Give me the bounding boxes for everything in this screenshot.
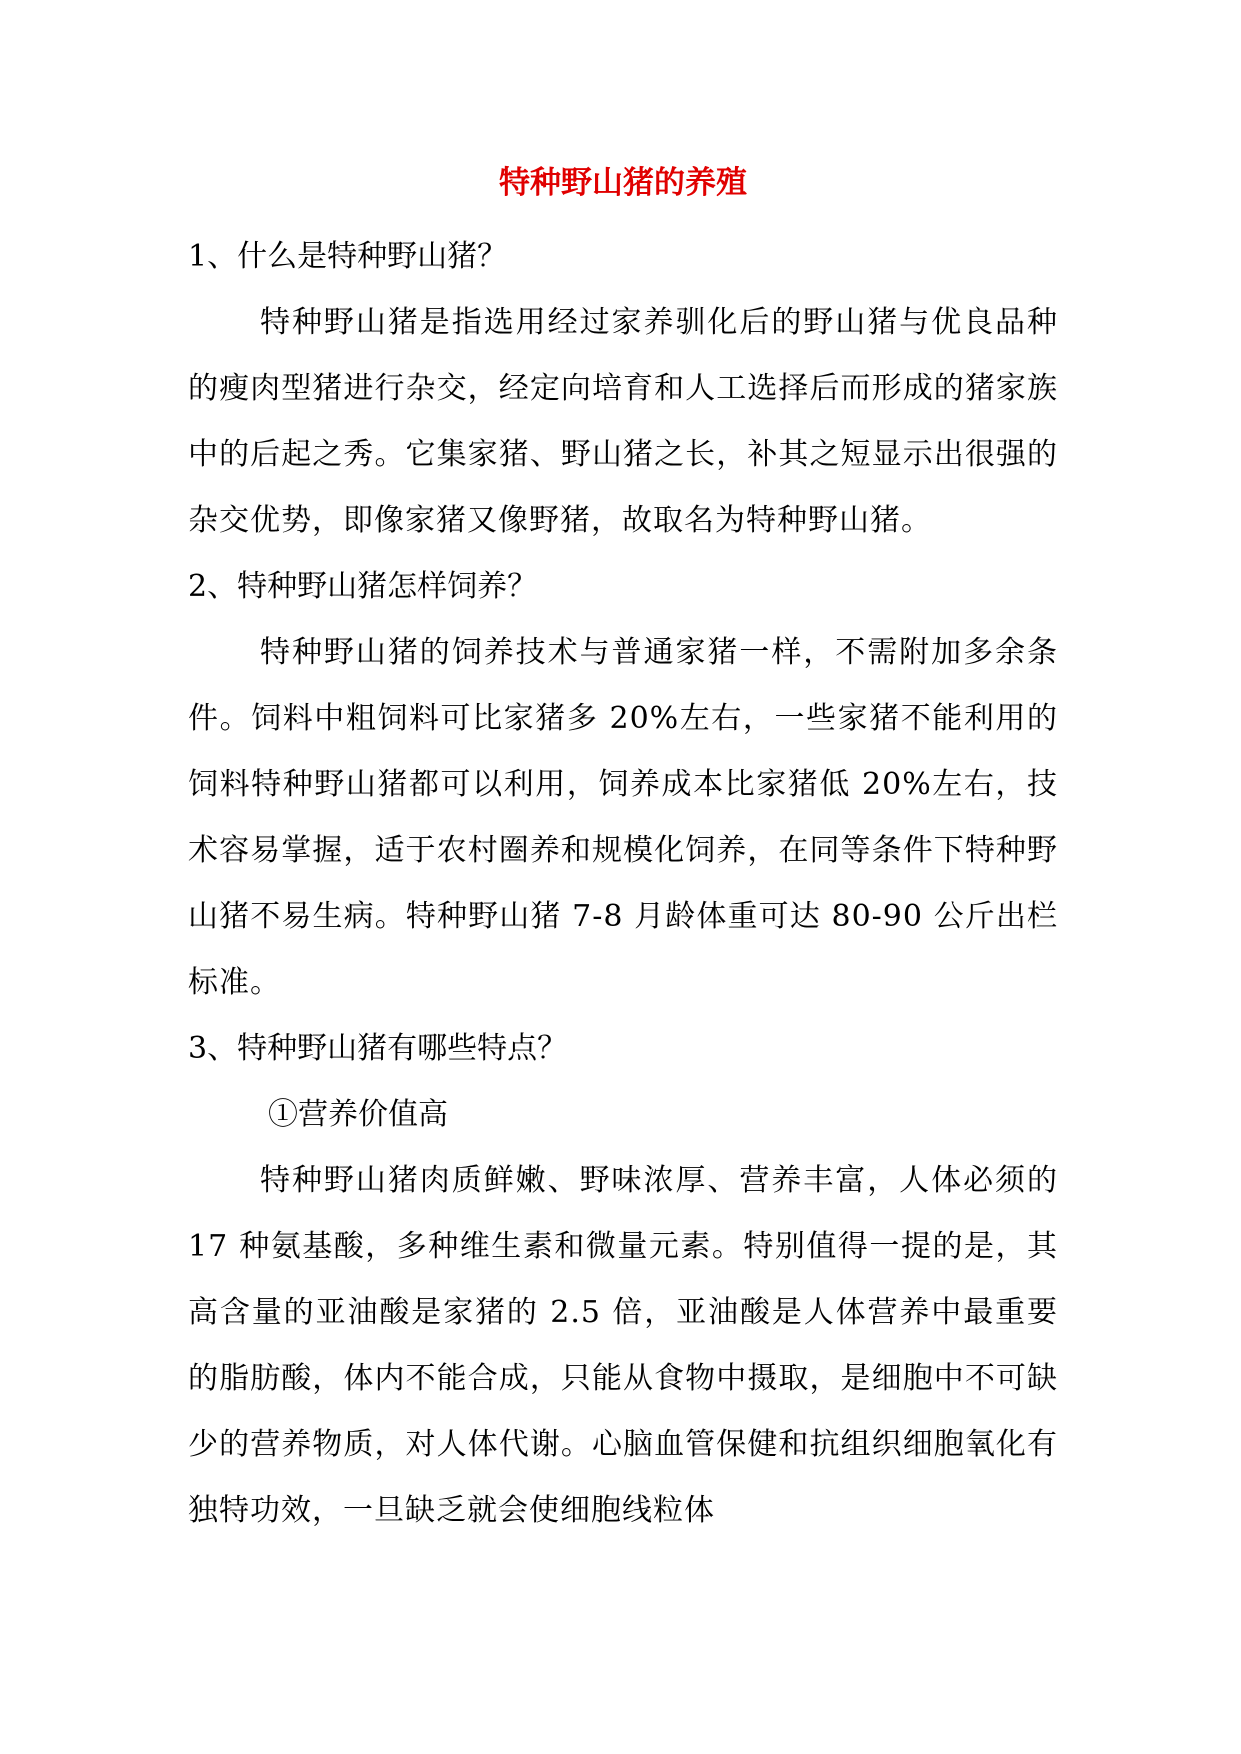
document-body	[188, 160, 1058, 1544]
section-what-is	[188, 224, 1058, 554]
section-features	[188, 1016, 1058, 1544]
paragraph: 特种野山猪的饲养技术与普通家猪一样，不需附加多余条件。饲料中粗饲料可比家猪多 20%左右，一些家猪不能利用的饲料特种野山猪都可以利用，饲养成本比家猪低 20%左右，技术容易掌握，适于农村圈养和规模化饲养，在同等条件下特种野山猪不易生病。特种野山猪 7-8 月龄体重可达 80-90 公斤出栏标准。	[188, 635, 1058, 1000]
section-heading: 3、特种野山猪有哪些特点？	[188, 1031, 568, 1066]
paragraph: 特种野山猪是指选用经过家养驯化后的野山猪与优良品种的瘦肉型猪进行杂交，经定向培育和人工选择后而形成的猪家族中的后起之秀。它集家猪、野山猪之长，补其之短显示出很强的杂交优势，即像家猪又像野猪，故取名为特种野山猪。	[188, 305, 1058, 538]
subsection-heading: ①营养价值高	[268, 1097, 448, 1132]
section-heading: 1、什么是特种野山猪？	[188, 239, 508, 274]
document-title: 特种野山猪的养殖	[499, 165, 747, 201]
section-how-to-raise	[188, 554, 1058, 1016]
section-heading: 2、特种野山猪怎样饲养？	[188, 569, 538, 604]
paragraph: 特种野山猪肉质鲜嫩、野味浓厚、营养丰富，人体必须的 17 种氨基酸，多种维生素和微量元素。特别值得一提的是，其高含量的亚油酸是家猪的 2.5 倍，亚油酸是人体营养中最重要的脂肪酸，体内不能合成，只能从食物中摄取，是细胞中不可缺少的营养物质，对人体代谢。心脑血管保健和抗组织细胞氧化有独特功效，一旦缺乏就会使细胞线粒体	[188, 1163, 1058, 1528]
